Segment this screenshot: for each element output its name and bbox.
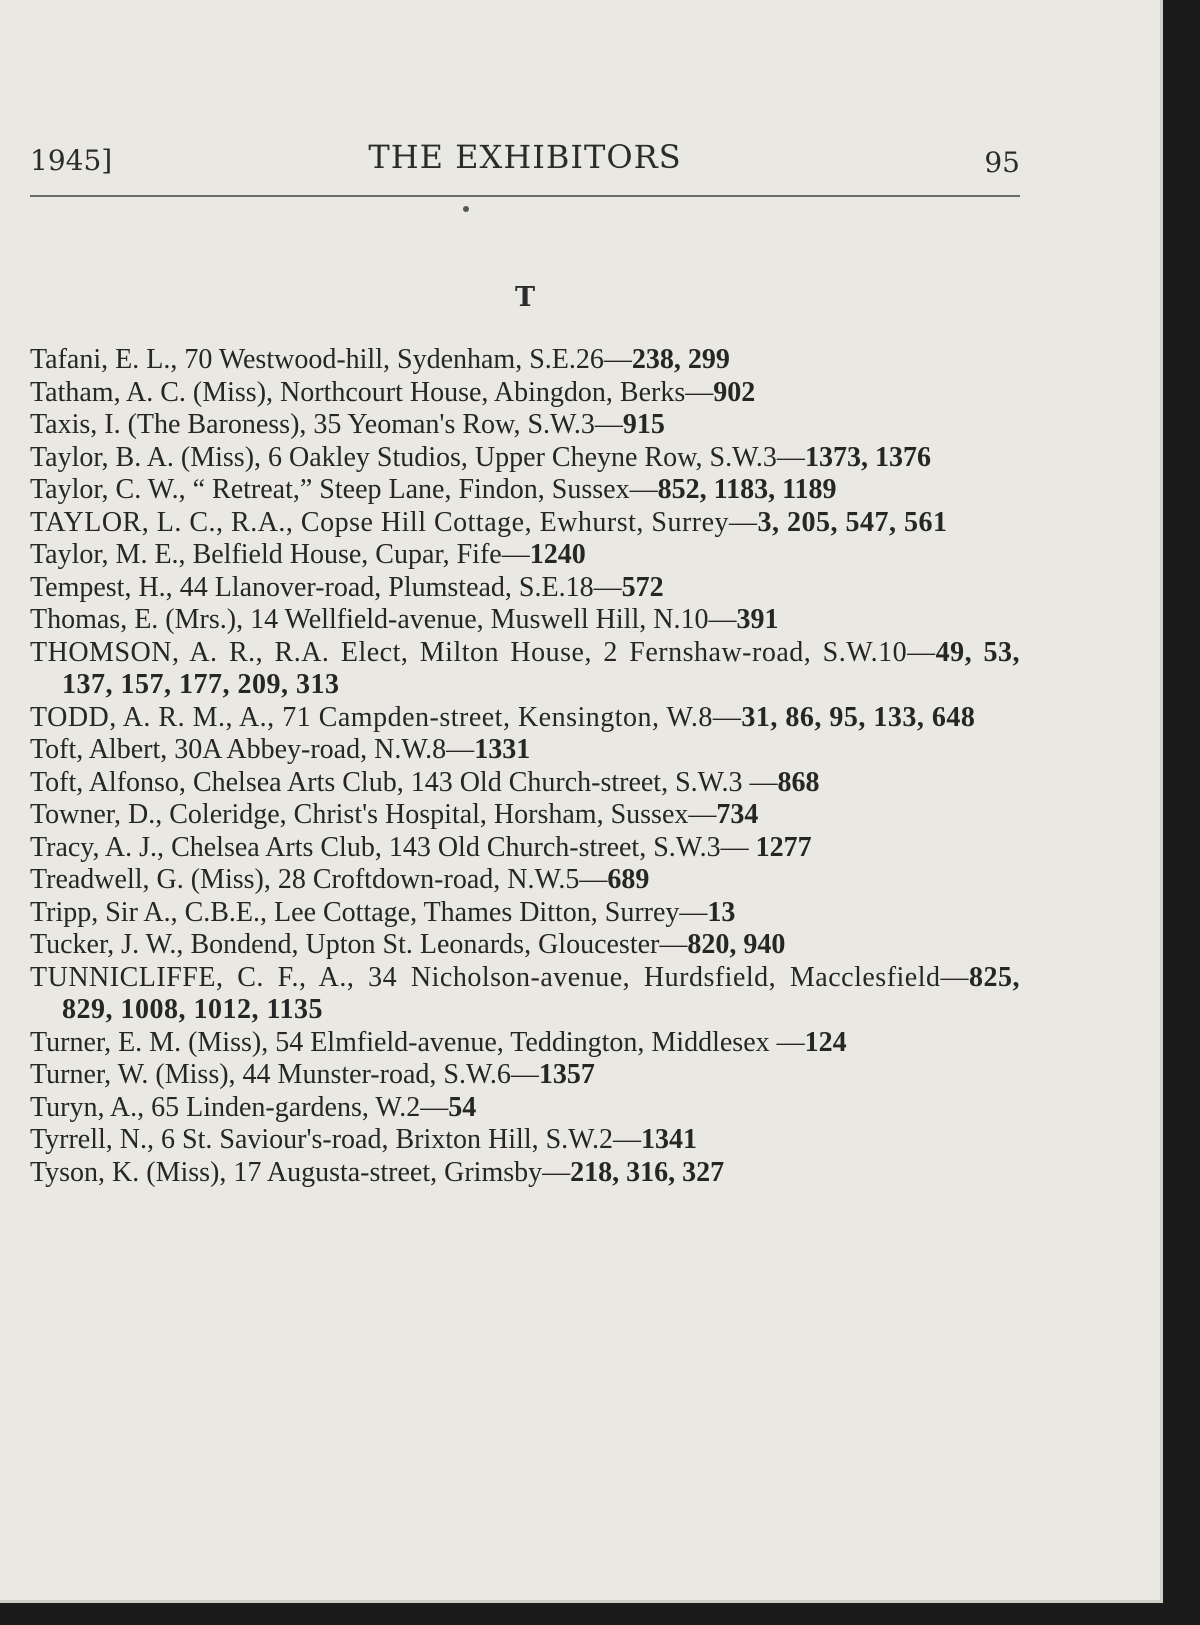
exhibit-numbers: 1331 [474, 734, 531, 765]
exhibitor-name: Tafani, E. L., [30, 344, 178, 375]
header-dot [463, 206, 469, 212]
exhibitor-address: 28 Croftdown-road, N.W.5— [270, 864, 608, 895]
exhibit-numbers: 54 [448, 1091, 477, 1123]
exhibitor-address: 14 Wellfield-avenue, Muswell Hill, N.10— [243, 604, 737, 635]
list-item [30, 474, 1020, 507]
list-item [30, 734, 1020, 767]
exhibit-numbers: 825, 829, 1008, 1012, 1135 [62, 961, 1020, 1025]
exhibitor-name: Tyrrell, N., [30, 1124, 155, 1155]
exhibit-numbers: 902 [713, 376, 756, 408]
exhibitor-address: Belfield House, Cupar, Fife— [185, 539, 530, 570]
exhibitor-name: THOMSON, A. R., R.A. Elect, [30, 636, 409, 668]
exhibitor-name: Tracy, A. J., [30, 831, 165, 863]
exhibitor-address: Copse Hill Cottage, Ewhurst, Surrey— [293, 506, 758, 538]
exhibitor-address: “ Retreat,” Steep Lane, Findon, Sussex— [185, 474, 658, 505]
list-item [30, 572, 1020, 605]
exhibit-numbers: 124 [804, 1026, 847, 1058]
list-item [30, 962, 1020, 1027]
exhibitor-address: Chelsea Arts Club, 143 Old Church-street, S.W.3 — [185, 766, 778, 798]
exhibitor-name: Turyn, A., [30, 1091, 145, 1123]
list-item [30, 637, 1020, 702]
exhibitor-address: 34 Nicholson-avenue, Hurdsfield, Macclesfield— [354, 961, 969, 993]
header-title: THE EXHIBITORS [368, 138, 682, 176]
exhibitor-name: Tyson, K. (Miss), [30, 1156, 227, 1188]
exhibitor-name: Toft, Albert, [30, 734, 168, 765]
running-header [30, 138, 1020, 178]
exhibitor-name: Thomas, E. (Mrs.), [30, 604, 244, 635]
list-item [30, 767, 1020, 800]
exhibitor-address: 54 Elmfield-avenue, Teddington, Middlesex — [268, 1026, 805, 1058]
exhibit-numbers: 820, 940 [687, 929, 786, 960]
exhibitor-name: Taylor, B. A. (Miss), [30, 441, 262, 473]
list-item [30, 539, 1020, 572]
exhibitor-name: Tripp, Sir A., C.B.E., [30, 896, 268, 928]
exhibit-numbers: 1341 [641, 1124, 698, 1155]
exhibit-numbers: 915 [622, 409, 665, 440]
exhibitor-address: 44 Llanover-road, Plumstead, S.E.18— [172, 571, 622, 603]
list-item [30, 799, 1020, 832]
exhibitor-name: Tempest, H., [30, 571, 173, 603]
exhibit-numbers: 868 [777, 766, 820, 798]
header-rule [30, 195, 1020, 197]
exhibitor-name: Taylor, M. E., [30, 539, 186, 570]
exhibit-numbers: 391 [736, 604, 779, 635]
list-item [30, 604, 1020, 637]
exhibitor-name: TODD, A. R. M., A., [30, 701, 275, 733]
list-item [30, 409, 1020, 442]
exhibitor-address: 71 Campden-street, Kensington, W.8— [274, 701, 742, 733]
exhibitor-name: Tatham, A. C. (Miss), [30, 376, 274, 408]
exhibit-numbers: 218, 316, 327 [570, 1156, 725, 1188]
list-item [30, 832, 1020, 865]
exhibit-numbers: 1277 [755, 831, 812, 863]
exhibitor-address: 6 Oakley Studios, Upper Cheyne Row, S.W.3— [261, 441, 805, 473]
exhibitor-name: Turner, W. (Miss), [30, 1059, 236, 1090]
exhibit-numbers: 689 [607, 864, 650, 895]
exhibitor-address: 65 Linden-gardens, W.2— [144, 1091, 449, 1123]
list-item [30, 442, 1020, 475]
list-item [30, 507, 1020, 540]
exhibit-numbers: 1240 [529, 539, 586, 570]
list-item [30, 1092, 1020, 1125]
exhibitor-address: 30A Abbey-road, N.W.8— [167, 734, 475, 765]
exhibit-numbers: 1373, 1376 [804, 441, 931, 473]
exhibitor-name: TAYLOR, L. C., R.A., [30, 506, 294, 538]
exhibit-numbers: 31, 86, 95, 133, 648 [741, 701, 976, 733]
exhibitor-address: 44 Munster-road, S.W.6— [235, 1059, 539, 1090]
exhibitor-name: Toft, Alfonso, [30, 766, 186, 798]
exhibit-numbers: 572 [621, 571, 664, 603]
exhibitor-address: Bondend, Upton St. Leonards, Gloucester— [183, 929, 688, 960]
exhibitor-list [30, 344, 1020, 1189]
exhibitor-address: Coleridge, Christ's Hospital, Horsham, Sussex— [162, 799, 717, 830]
exhibitor-name: Tucker, J. W., [30, 929, 184, 960]
exhibit-numbers: 852, 1183, 1189 [657, 474, 837, 505]
list-item [30, 344, 1020, 377]
exhibitor-name: TUNNICLIFFE, C. F., A., [30, 961, 355, 993]
list-item [30, 702, 1020, 735]
exhibitor-name: Turner, E. M. (Miss), [30, 1026, 269, 1058]
header-year: 1945] [30, 144, 113, 177]
list-item [30, 1027, 1020, 1060]
section-letter: T [514, 282, 536, 313]
exhibitor-name: Taylor, C. W., [30, 474, 186, 505]
list-item [30, 1124, 1020, 1157]
page-number: 95 [984, 146, 1020, 179]
list-item [30, 1157, 1020, 1190]
list-item [30, 377, 1020, 410]
exhibitor-name: Towner, D., [30, 799, 163, 830]
list-item [30, 864, 1020, 897]
exhibit-numbers: 3, 205, 547, 561 [757, 506, 948, 538]
list-item [30, 897, 1020, 930]
exhibit-numbers: 13 [707, 896, 736, 928]
exhibitor-name: Taxis, I. (The Baroness), [30, 409, 307, 440]
exhibitor-address: Lee Cottage, Thames Ditton, Surrey— [267, 896, 708, 928]
exhibit-numbers: 49, 53, 137, 157, 177, 209, 313 [62, 636, 1021, 700]
list-item [30, 929, 1020, 962]
exhibitor-address: 70 Westwood-hill, Sydenham, S.E.26— [177, 344, 632, 375]
exhibit-numbers: 734 [716, 799, 759, 830]
list-item [30, 1059, 1020, 1092]
exhibitor-address: 17 Augusta-street, Grimsby— [226, 1156, 571, 1188]
exhibitor-address: Milton House, 2 Fernshaw-road, S.W.10— [408, 636, 936, 668]
exhibitor-address: Northcourt House, Abingdon, Berks— [273, 376, 714, 408]
exhibitor-name: Treadwell, G. (Miss), [30, 864, 271, 895]
exhibit-numbers: 1357 [538, 1059, 595, 1090]
exhibitor-address: 35 Yeoman's Row, S.W.3— [306, 409, 623, 440]
exhibit-numbers: 238, 299 [631, 344, 730, 375]
exhibitor-address: Chelsea Arts Club, 143 Old Church-street, S.W.3— [164, 831, 756, 863]
exhibitor-address: 6 St. Saviour's-road, Brixton Hill, S.W.2— [154, 1124, 642, 1155]
